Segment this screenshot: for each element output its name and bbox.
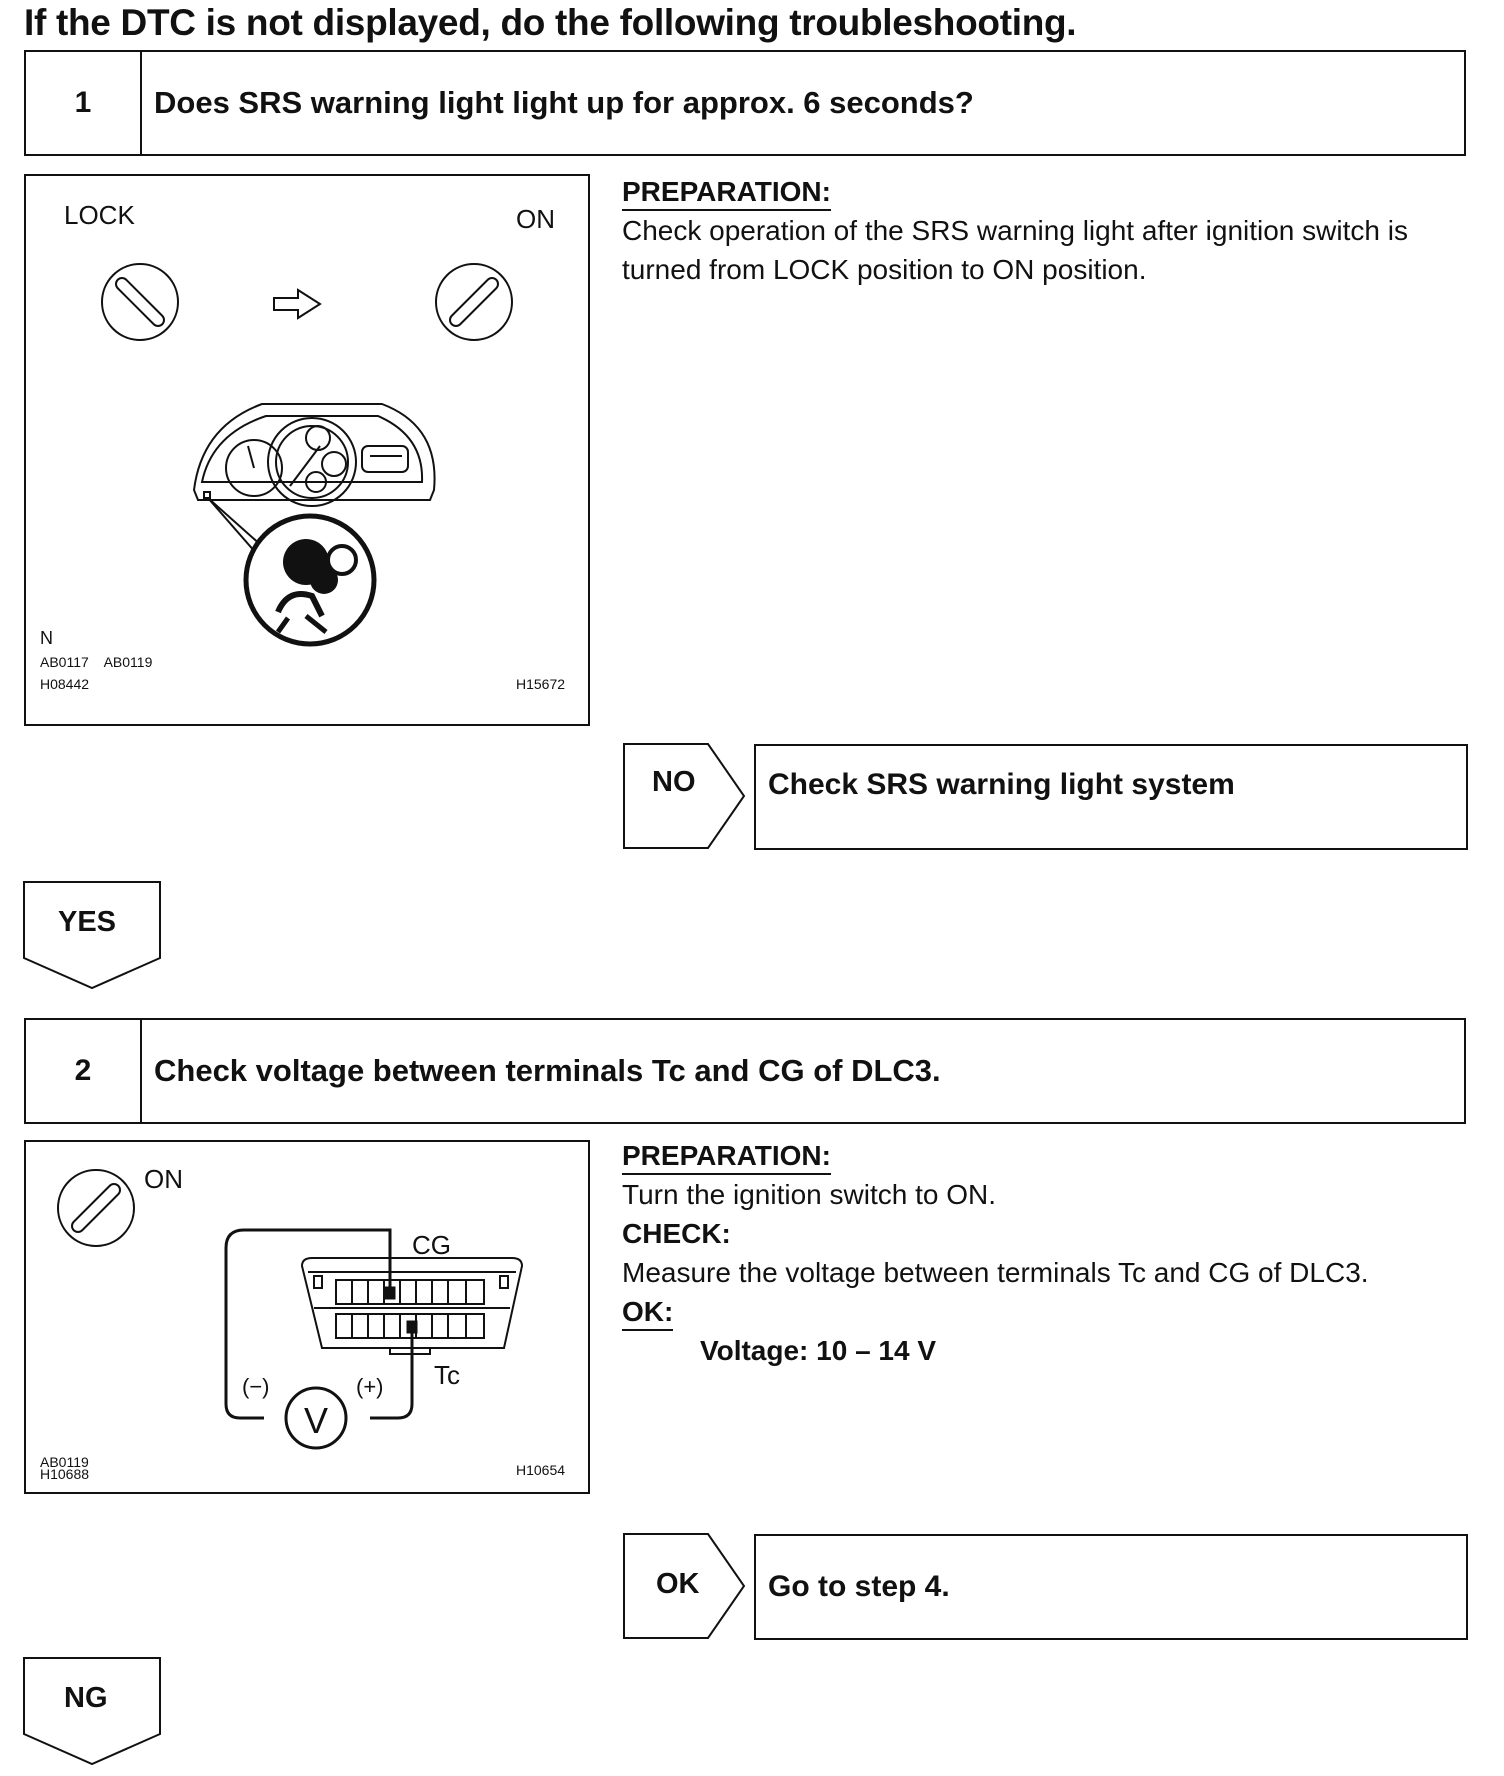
preparation-heading: PREPARATION:: [622, 1139, 831, 1175]
figure-code-1: AB0119: [40, 1454, 89, 1470]
no-result-box: [754, 744, 1468, 850]
ignition-on-icon: [436, 264, 512, 340]
figure-code-right: H15672: [516, 676, 566, 692]
ignition-lock-icon: [102, 264, 178, 340]
preparation-text: Check operation of the SRS warning light after ignition switch is turned from LOCK position to ON position.: [622, 215, 1408, 285]
label-cg: CG: [412, 1230, 451, 1260]
step-title: Does SRS warning light light up for approx. 6 seconds?: [154, 85, 974, 120]
ok-spec-text: Voltage: 10 – 14 V: [700, 1335, 937, 1366]
label-v: V: [304, 1400, 329, 1441]
ok-heading: OK:: [622, 1295, 673, 1331]
step-1-header: [24, 50, 1466, 156]
ng-label: NG: [64, 1682, 108, 1714]
page-heading: If the DTC is not displayed, do the following troubleshooting.: [24, 2, 1077, 43]
check-heading: CHECK:: [622, 1218, 731, 1249]
arrow-right-icon: [274, 290, 320, 318]
no-label: NO: [652, 766, 696, 798]
label-n: N: [40, 628, 53, 648]
step-number: 2: [26, 1020, 142, 1122]
ignition-on-icon: [58, 1170, 134, 1246]
yes-label: YES: [58, 906, 117, 938]
figure-dlc3-voltage: [24, 1140, 590, 1494]
figure-code-1: AB0117 AB0119: [40, 654, 153, 670]
ignition-diagram: [26, 176, 588, 724]
step-1-instructions: [622, 172, 1482, 289]
label-on: ON: [144, 1164, 183, 1194]
figure-code-2: H08442: [40, 676, 90, 692]
step-2-instructions: [622, 1136, 1482, 1370]
label-minus: (−): [242, 1374, 270, 1399]
preparation-heading: PREPARATION:: [622, 175, 831, 211]
preparation-text: Turn the ignition switch to ON.: [622, 1179, 997, 1210]
label-lock: LOCK: [64, 200, 135, 230]
step-title: Check voltage between terminals Tc and CG of DLC3.: [154, 1053, 941, 1088]
figure-code-2: H10688: [40, 1466, 90, 1482]
figure-ignition-lock-to-on: [24, 174, 590, 726]
srs-airbag-warning-icon: [246, 516, 374, 644]
check-text: Measure the voltage between terminals Tc and CG of DLC3.: [622, 1257, 1369, 1288]
figure-code-right: H10654: [516, 1462, 566, 1478]
label-on: ON: [516, 204, 555, 234]
ok-result-box: [754, 1534, 1468, 1640]
step-number: 1: [26, 52, 142, 154]
no-result-text: Check SRS warning light system: [768, 768, 1235, 801]
label-tc: Tc: [434, 1360, 460, 1390]
label-plus: (+): [356, 1374, 384, 1399]
ok-result-text: Go to step 4.: [768, 1570, 950, 1603]
instrument-cluster-icon: [194, 404, 435, 506]
step-2-header: [24, 1018, 1466, 1124]
ok-label: OK: [656, 1568, 700, 1600]
